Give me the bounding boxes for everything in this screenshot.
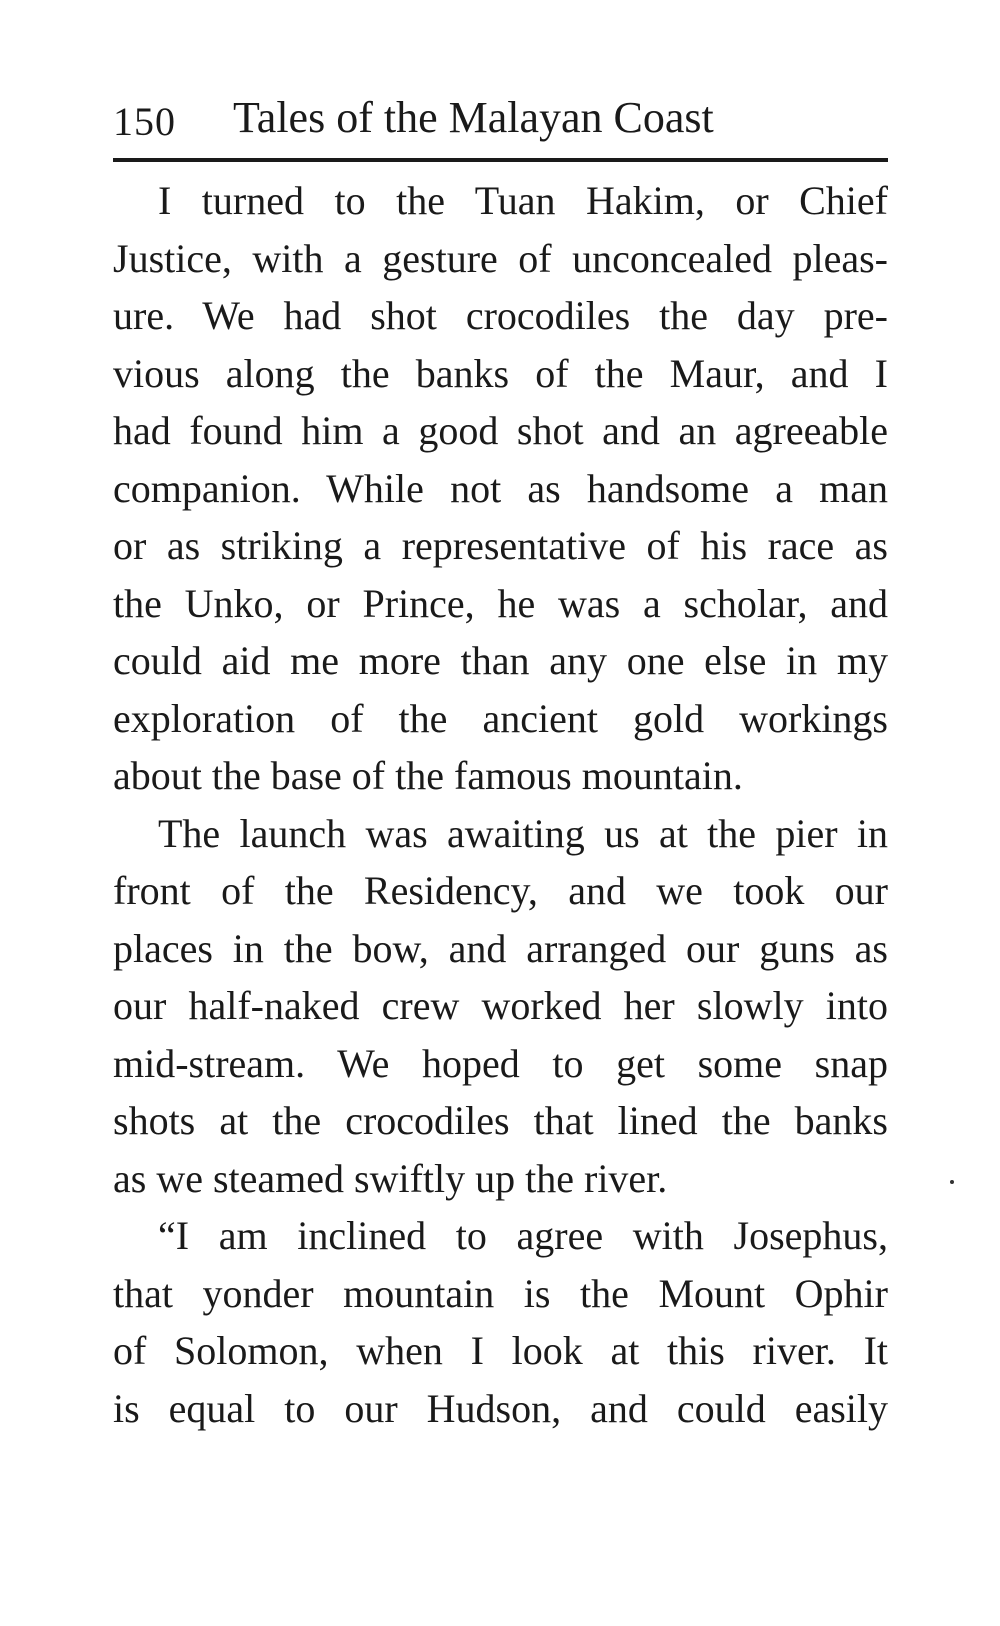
text-line: ure. We had shot crocodiles the day pre- bbox=[113, 293, 888, 338]
text-line: of Solomon, when I look at this river. It bbox=[113, 1328, 888, 1373]
text-line: companion. While not as handsome a man bbox=[113, 465, 888, 511]
header-rule bbox=[113, 158, 888, 162]
text-line: vious along the banks of the Maur, and I bbox=[113, 350, 888, 396]
text-line: could aid me more than any one else in my bbox=[113, 638, 888, 683]
page-header bbox=[113, 92, 888, 152]
text-line: or as striking a representative of his race as bbox=[113, 523, 888, 568]
text-line: Justice, with a gesture of unconcealed pleas- bbox=[113, 235, 888, 281]
text-line: “I am inclined to agree with Josephus, bbox=[158, 1213, 888, 1258]
text-line: front of the Residency, and we took our bbox=[113, 868, 888, 913]
text-line: about the base of the famous mountain. bbox=[113, 753, 743, 798]
text-line: mid-stream. We hoped to get some snap bbox=[113, 1040, 888, 1086]
body-text bbox=[113, 172, 888, 1437]
text-line: had found him a good shot and an agreeable bbox=[113, 408, 888, 453]
running-title: Tales of the Malayan Coast bbox=[233, 93, 714, 142]
page-number: 150 bbox=[113, 99, 176, 144]
text-line: shots at the crocodiles that lined the banks bbox=[113, 1098, 888, 1143]
text-line: that yonder mountain is the Mount Ophir bbox=[113, 1270, 888, 1316]
text-line: our half-naked crew worked her slowly into bbox=[113, 983, 888, 1028]
text-line: the Unko, or Prince, he was a scholar, and bbox=[113, 580, 888, 626]
text-line: The launch was awaiting us at the pier in bbox=[158, 810, 888, 856]
text-line: as we steamed swiftly up the river. bbox=[113, 1155, 668, 1201]
text-line: places in the bow, and arranged our guns as bbox=[113, 925, 888, 971]
text-line: is equal to our Hudson, and could easily bbox=[113, 1385, 888, 1431]
text-line: I turned to the Tuan Hakim, or Chief bbox=[158, 178, 888, 223]
stray-ink-mark bbox=[950, 1180, 954, 1184]
text-line: exploration of the ancient gold workings bbox=[113, 695, 888, 741]
